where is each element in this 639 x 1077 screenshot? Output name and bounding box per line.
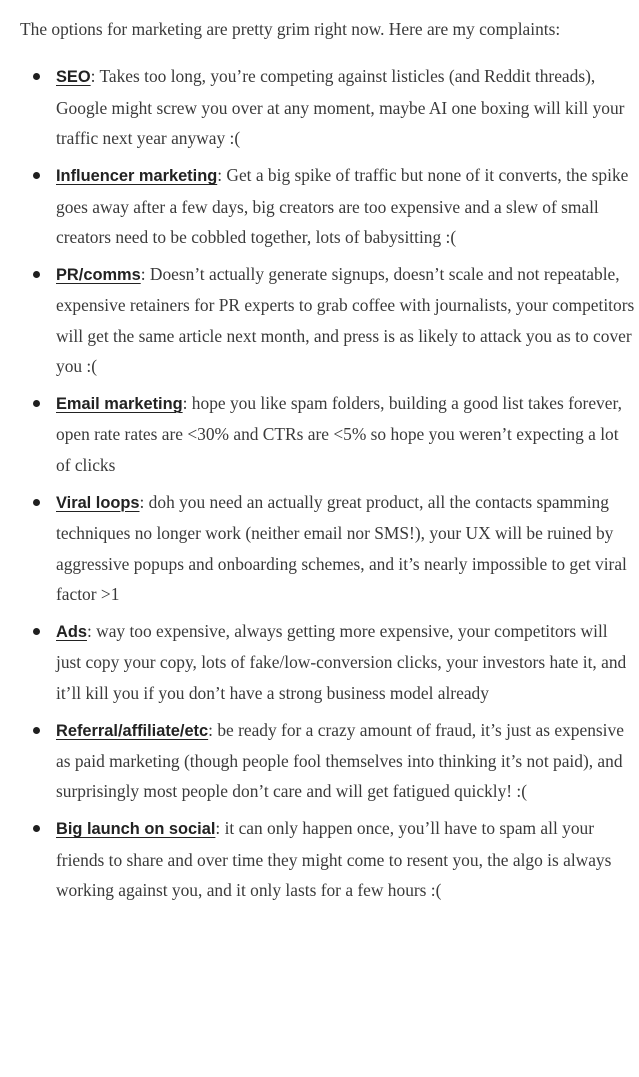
description-viral-loops: : doh you need an actually great product, all the contacts spamming techniques no longer work (neither email nor SMS!), your UX will be ruined by aggressive popups and onboarding schemes, and it’s nearly impossible to get viral factor >1 xyxy=(56,491,627,604)
term-referral-affiliate: Referral/affiliate/etc xyxy=(56,721,209,740)
bullet-dot-icon xyxy=(33,172,40,179)
intro-paragraph: The options for marketing are pretty grim right now. Here are my complaints: xyxy=(20,19,561,39)
bullet-dot-icon xyxy=(33,400,40,407)
bullet-dot-icon xyxy=(33,499,40,506)
term-ads: Ads xyxy=(56,622,87,641)
list-item-viral-loops xyxy=(20,487,635,610)
description-referral-affiliate: : be ready for a crazy amount of fraud, it’s just as expensive as paid marketing (though people fool themselves into thinking it’s not paid), and surprisingly most people don’t care and will get fatigued quickly! :( xyxy=(56,719,624,802)
description-email-marketing: : hope you like spam folders, building a good list takes forever, open rate rates are <30% and CTRs are <5% so hope you weren’t expecting a lot of clicks xyxy=(56,392,622,475)
term-viral-loops: Viral loops xyxy=(56,493,140,512)
bullet-dot-icon xyxy=(33,825,40,832)
term-influencer-marketing: Influencer marketing xyxy=(56,167,218,186)
description-ads: : way too expensive, always getting more expensive, your competitors will just copy your copy, lots of fake/low-conversion clicks, your investors hate it, and it’ll kill you if you don’t have a strong business model already xyxy=(56,620,627,703)
term-big-launch-on-social: Big launch on social xyxy=(56,820,216,839)
description-pr-comms: : Doesn’t actually generate signups, doesn’t scale and not repeatable, expensive retainers for PR experts to grab coffee with journalists, your competitors will get the same article next month, and press is as likely to attack you as to cover you :( xyxy=(56,263,635,377)
list-item-influencer-marketing xyxy=(20,160,635,252)
list-item-referral-affiliate xyxy=(20,715,635,807)
list-item-ads xyxy=(20,616,635,708)
term-pr-comms: PR/comms xyxy=(56,265,141,284)
bullet-dot-icon xyxy=(33,73,40,80)
bullet-dot-icon xyxy=(33,727,40,734)
list-item-pr-comms xyxy=(20,259,635,382)
bullet-dot-icon xyxy=(33,271,40,278)
list-item-seo xyxy=(20,61,635,153)
description-seo: : Takes too long, you’re competing against listicles (and Reddit threads), Google might screw you over at any moment, maybe AI one boxing will kill your traffic next year anyway :( xyxy=(56,66,625,149)
bullet-dot-icon xyxy=(33,628,40,635)
complaints-list xyxy=(20,61,635,905)
list-item-email-marketing xyxy=(20,388,635,480)
description-big-launch-on-social: : it can only happen once, you’ll have to spam all your friends to share and over time they might come to resent you, the algo is always working against you, and it only lasts for a few hours :( xyxy=(56,818,612,901)
list-item-big-launch-on-social xyxy=(20,813,635,905)
term-email-marketing: Email marketing xyxy=(56,394,183,413)
term-seo: SEO xyxy=(56,68,91,87)
description-influencer-marketing: : Get a big spike of traffic but none of it converts, the spike goes away after a few days, big creators are too expensive and a slew of small creators need to be cobbled together, lots of babysitting :( xyxy=(56,165,629,247)
